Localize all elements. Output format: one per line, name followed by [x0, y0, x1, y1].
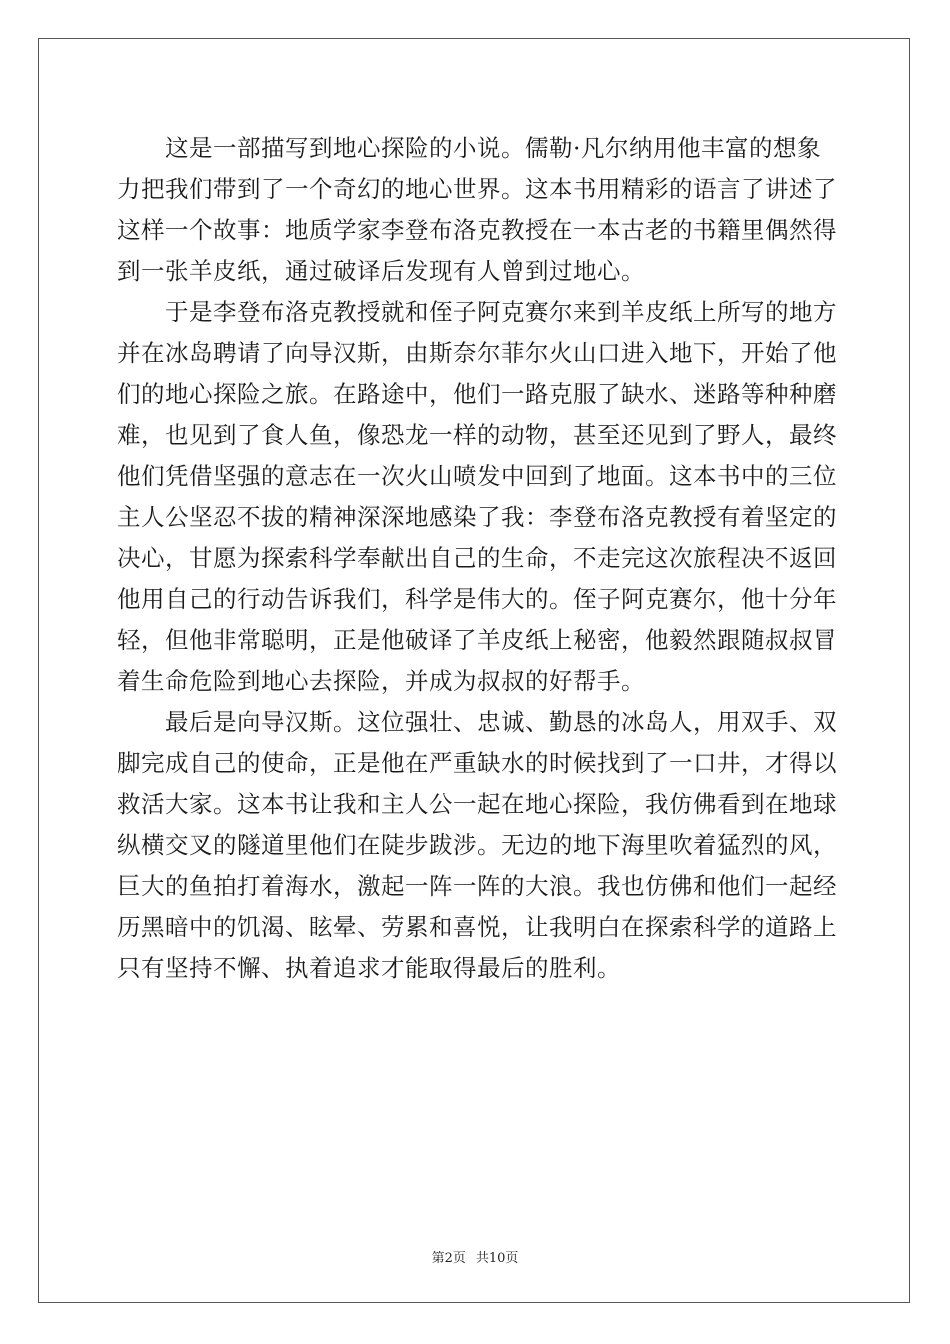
page-total: 共10页 — [475, 1251, 519, 1266]
text-line: 难，也见到了食人鱼，像恐龙一样的动物，甚至还见到了野人，最终 — [117, 421, 837, 449]
text-line: 救活大家。这本书让我和主人公一起在地心探险，我仿佛看到在地球 — [117, 790, 837, 818]
text-line: 们的地心探险之旅。在路途中，他们一路克服了缺水、迷路等种种磨 — [117, 380, 837, 408]
paragraph-3 — [117, 702, 837, 989]
text-line: 巨大的鱼拍打着海水，激起一阵一阵的大浪。我也仿佛和他们一起经 — [117, 872, 837, 900]
text-line: 最后是向导汉斯。这位强壮、忠诚、勤恳的冰岛人，用双手、双 — [117, 708, 837, 736]
text-line: 只有坚持不懈、执着追求才能取得最后的胜利。 — [117, 954, 621, 982]
text-line: 轻，但他非常聪明，正是他破译了羊皮纸上秘密，他毅然跟随叔叔冒 — [117, 626, 837, 654]
page-footer — [0, 1247, 950, 1266]
text-line: 着生命危险到地心去探险，并成为叔叔的好帮手。 — [117, 667, 645, 695]
text-line: 这样一个故事：地质学家李登布洛克教授在一本古老的书籍里偶然得 — [117, 216, 837, 244]
paragraph-1 — [117, 128, 837, 292]
text-line: 他用自己的行动告诉我们，科学是伟大的。侄子阿克赛尔，他十分年 — [117, 585, 837, 613]
document-body — [117, 128, 837, 989]
text-line: 他们凭借坚强的意志在一次火山喷发中回到了地面。这本书中的三位 — [117, 462, 837, 490]
text-line: 并在冰岛聘请了向导汉斯，由斯奈尔菲尔火山口进入地下，开始了他 — [117, 339, 837, 367]
paragraph-2 — [117, 292, 837, 702]
text-line: 决心，甘愿为探索科学奉献出自己的生命，不走完这次旅程决不返回 — [117, 544, 837, 572]
page-number: 第2页 — [431, 1251, 466, 1266]
text-line: 纵横交叉的隧道里他们在陡步跋涉。无边的地下海里吹着猛烈的风， — [117, 831, 837, 859]
text-line: 历黑暗中的饥渴、眩晕、劳累和喜悦，让我明白在探索科学的道路上 — [117, 913, 837, 941]
text-line: 力把我们带到了一个奇幻的地心世界。这本书用精彩的语言了讲述了 — [117, 175, 837, 203]
text-line: 脚完成自己的使命，正是他在严重缺水的时候找到了一口井，才得以 — [117, 749, 837, 777]
text-line: 这是一部描写到地心探险的小说。儒勒·凡尔纳用他丰富的想象 — [117, 134, 821, 162]
text-line: 到一张羊皮纸，通过破译后发现有人曾到过地心。 — [117, 257, 645, 285]
text-line: 于是李登布洛克教授就和侄子阿克赛尔来到羊皮纸上所写的地方 — [117, 298, 837, 326]
text-line: 主人公坚忍不拔的精神深深地感染了我：李登布洛克教授有着坚定的 — [117, 503, 837, 531]
